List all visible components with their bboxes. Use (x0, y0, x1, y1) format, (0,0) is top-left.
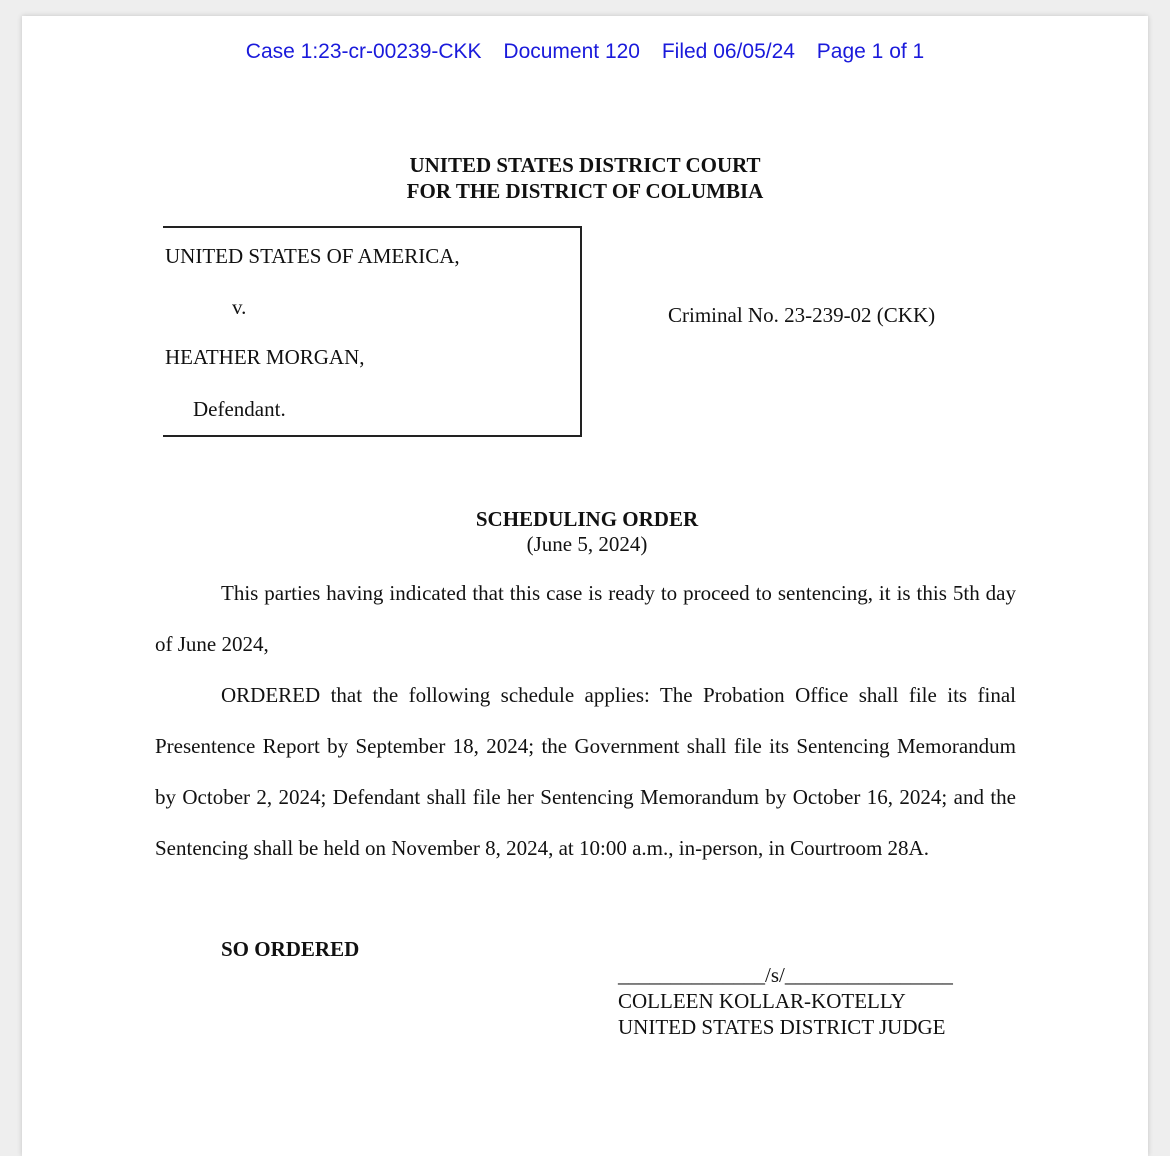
signature-line: ______________/s/________________ (618, 963, 953, 987)
court-title (22, 152, 1148, 204)
order-paragraph-2: ORDERED that the following schedule applies: The Probation Office shall file its final Presentence Report by September 18, 2024; the Government shall file its Sentencing Memorandum by October 2, 2024; Defendant shall file her Sentencing Memorandum by October 16, 2024; and the Sentencing shall be held on November 8, 2024, at 10:00 a.m., in-person, in Courtroom 28A. (155, 683, 1016, 860)
caption-defendant-name: HEATHER MORGAN, (165, 345, 365, 369)
ecf-header (22, 40, 1148, 64)
court-name: UNITED STATES DISTRICT COURT (409, 153, 761, 177)
caption-versus: v. (232, 295, 247, 319)
caption-plaintiff: UNITED STATES OF AMERICA, (165, 244, 460, 268)
case-id: Case 1:23-cr-00239-CKK (245, 40, 482, 63)
caption-defendant-role: Defendant. (193, 397, 286, 421)
order-heading (22, 507, 1152, 557)
order-paragraph-1: This parties having indicated that this case is ready to proceed to sentencing, it is this 5th day of June 2024, (155, 581, 1016, 656)
filed-date: Filed 06/05/24 (661, 40, 795, 63)
page-count: Page 1 of 1 (816, 40, 925, 63)
order-title: SCHEDULING ORDER (475, 507, 699, 531)
so-ordered: SO ORDERED (221, 937, 360, 961)
judge-title: UNITED STATES DISTRICT JUDGE (618, 1015, 946, 1039)
signature-block (618, 962, 953, 1040)
document-number: Document 120 (503, 40, 640, 63)
case-number: Criminal No. 23-239-02 (CKK) (668, 303, 936, 327)
judge-name: COLLEEN KOLLAR-KOTELLY (618, 989, 906, 1013)
document-page (22, 16, 1148, 1156)
court-district: FOR THE DISTRICT OF COLUMBIA (406, 179, 764, 203)
order-date: (June 5, 2024) (526, 532, 648, 556)
